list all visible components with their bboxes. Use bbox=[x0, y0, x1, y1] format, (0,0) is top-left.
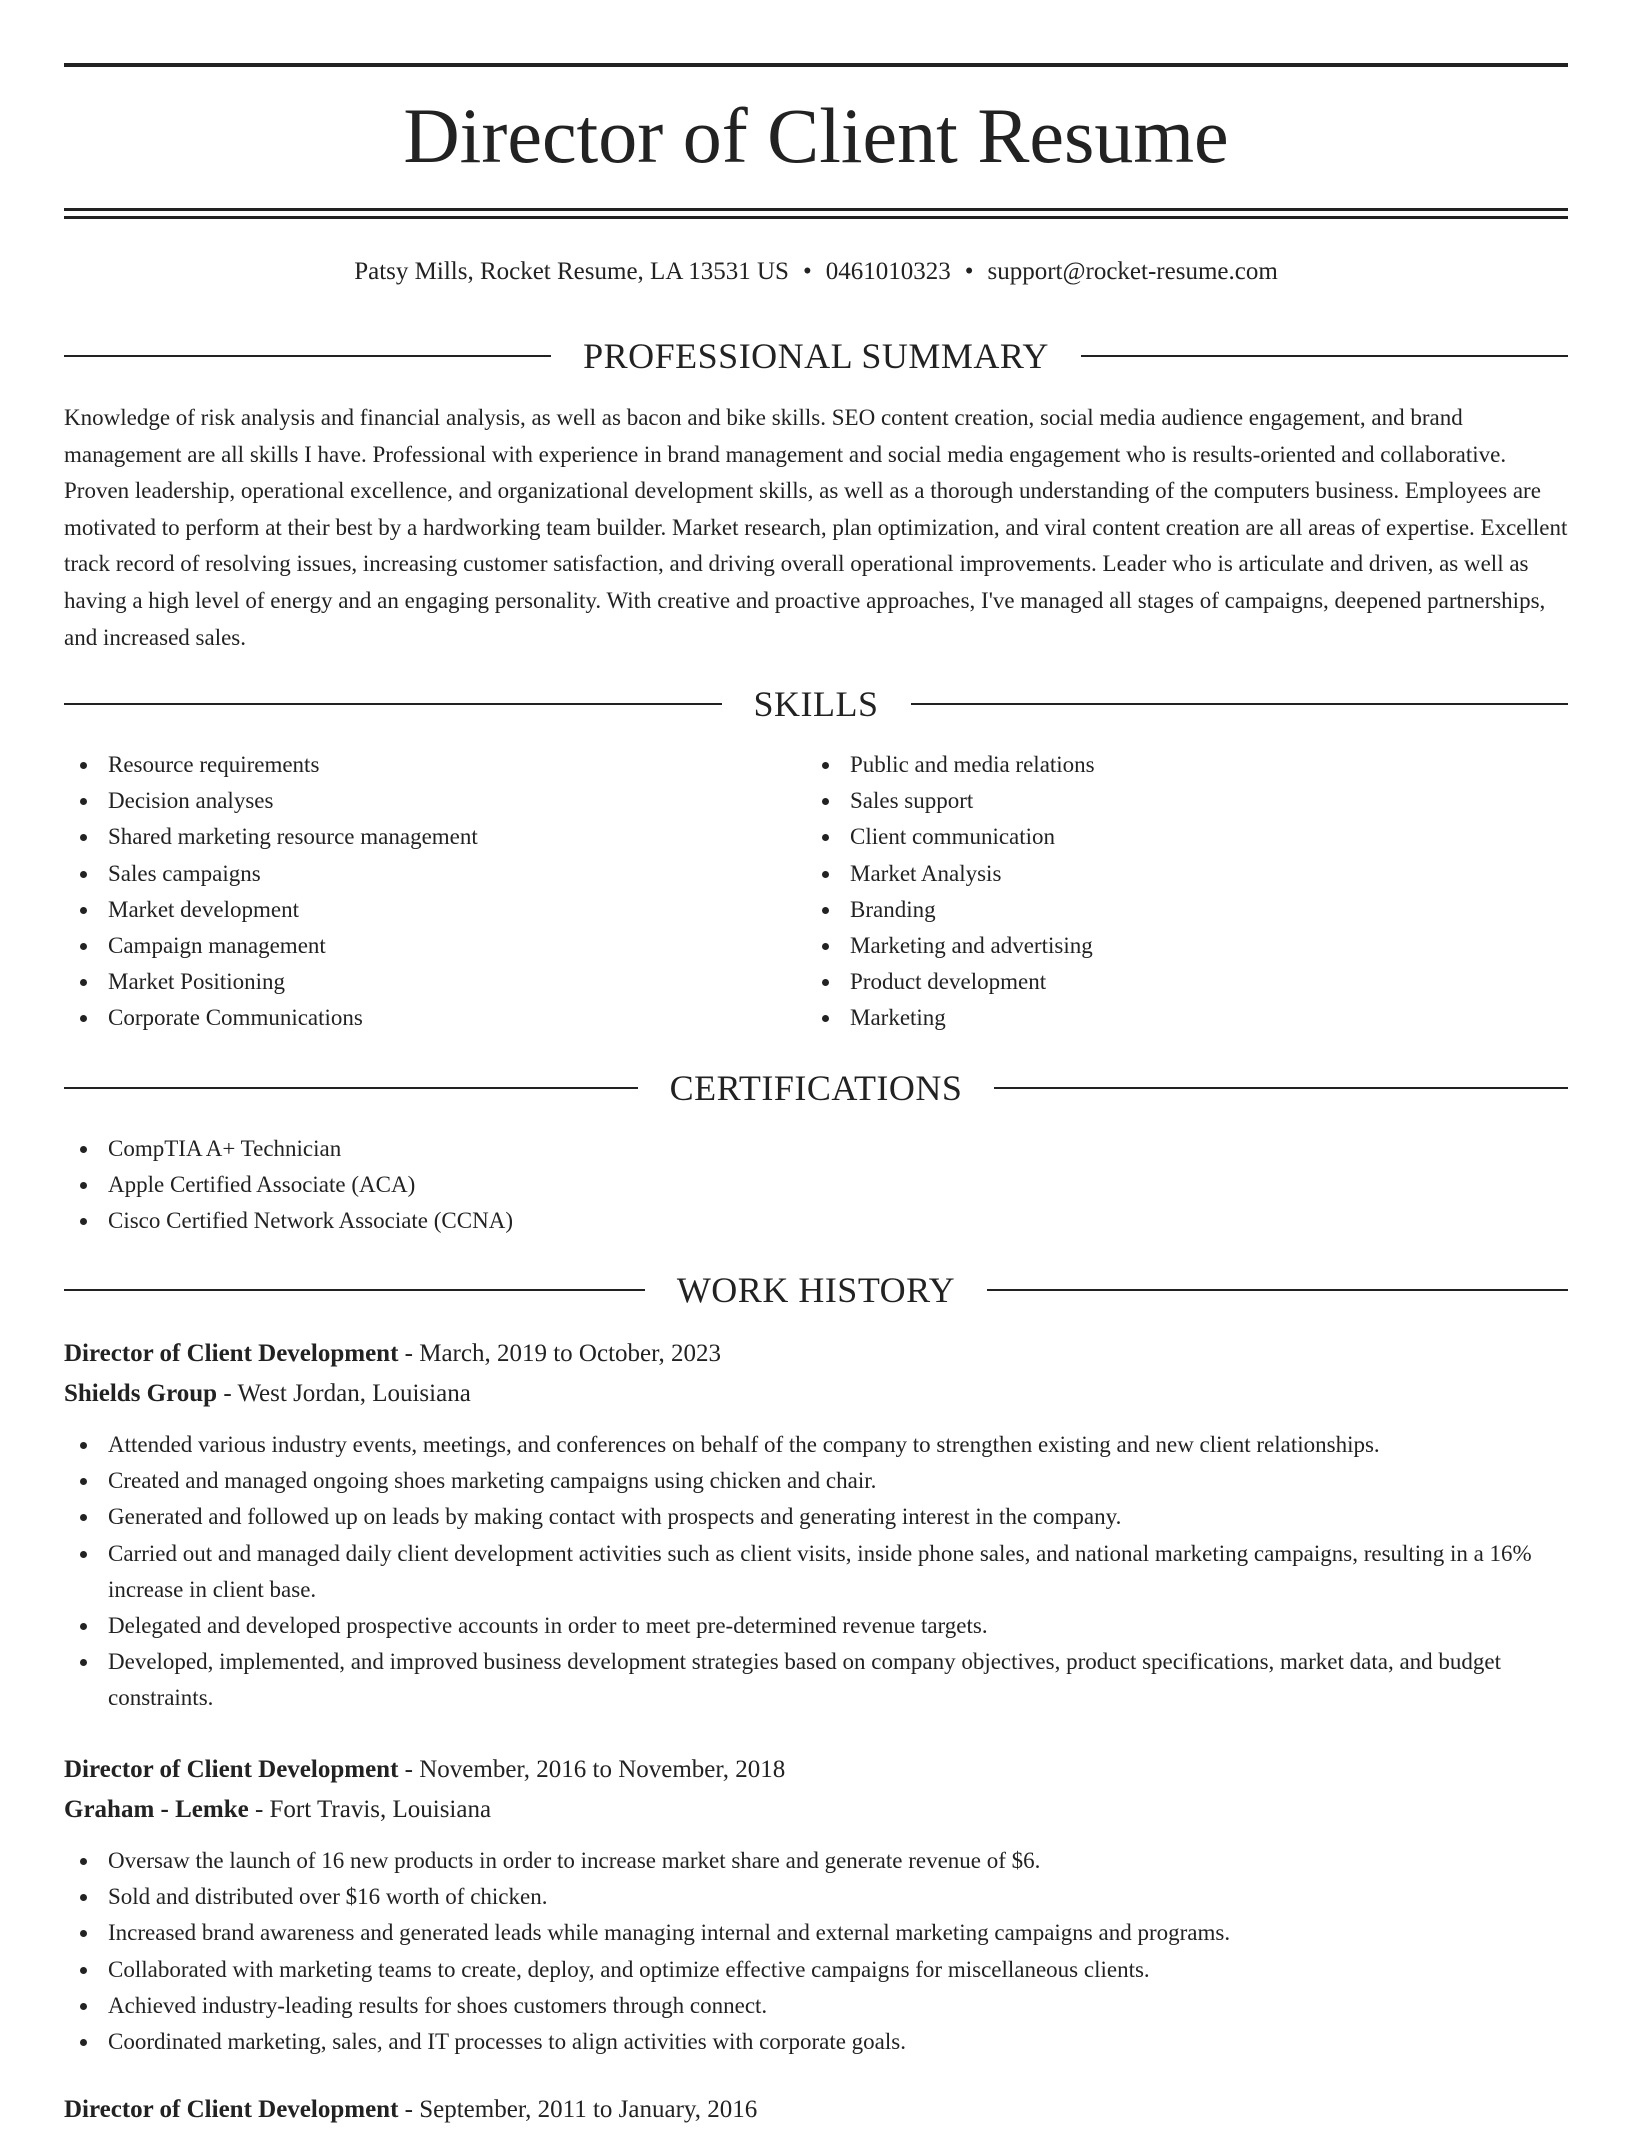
section-title: SKILLS bbox=[753, 684, 879, 724]
skill-item: Public and media relations bbox=[806, 747, 1546, 783]
skill-item: Resource requirements bbox=[64, 747, 804, 783]
skill-item: Branding bbox=[806, 892, 1546, 928]
job-company: Graham - Lemke bbox=[64, 1796, 249, 1823]
job-bullet: Oversaw the launch of 16 new products in order to increase market share and generate revenue of $6. bbox=[64, 1843, 1568, 1879]
certification-item: Apple Certified Associate (ACA) bbox=[64, 1167, 1568, 1203]
work-history-heading bbox=[64, 1268, 1568, 1312]
heading-rule-left bbox=[64, 1087, 638, 1089]
job-company-line bbox=[64, 1374, 1568, 1414]
heading-rule-right bbox=[987, 1289, 1568, 1291]
skill-item: Sales support bbox=[806, 783, 1546, 819]
job-title: Director of Client Development bbox=[64, 1340, 399, 1367]
resume-title: Director of Client Resume bbox=[403, 92, 1229, 179]
job-title: Director of Client Development bbox=[64, 1756, 399, 1783]
skill-item: Shared marketing resource management bbox=[64, 819, 804, 855]
header-rule-upper bbox=[64, 208, 1568, 211]
skill-item: Marketing and advertising bbox=[806, 928, 1546, 964]
job-company-line bbox=[64, 1790, 1568, 1830]
job-title-line bbox=[64, 2090, 1568, 2130]
job-bullet: Sold and distributed over $16 worth of chicken. bbox=[64, 1879, 1568, 1915]
heading-rule-right bbox=[994, 1087, 1568, 1089]
header-rule-lower bbox=[64, 216, 1568, 219]
job-bullet: Created and managed ongoing shoes marketing campaigns using chicken and chair. bbox=[64, 1463, 1568, 1499]
job-bullet: Attended various industry events, meetings, and conferences on behalf of the company to strengthen existing and new client relationships. bbox=[64, 1427, 1568, 1463]
heading-rule-left bbox=[64, 355, 551, 357]
skills-list-left bbox=[64, 747, 804, 1037]
section-title: WORK HISTORY bbox=[676, 1270, 956, 1310]
skill-item: Market Analysis bbox=[806, 856, 1546, 892]
heading-rule-right bbox=[1081, 355, 1568, 357]
job-dates: - September, 2011 to January, 2016 bbox=[398, 2096, 758, 2123]
job-location: - Fort Travis, Louisiana bbox=[248, 1796, 492, 1823]
contact-line bbox=[64, 254, 1568, 290]
job-bullet: Achieved industry-leading results for shoes customers through connect. bbox=[64, 1988, 1568, 2024]
skill-item: Market Positioning bbox=[64, 964, 804, 1000]
contact-email: support@rocket-resume.com bbox=[987, 258, 1278, 285]
skills-list-right bbox=[806, 747, 1546, 1037]
job-bullets bbox=[64, 1843, 1568, 2060]
summary-text: Knowledge of risk analysis and financial analysis, as well as bacon and bike skills. SEO content creation, social media audience engagement, and brand management are all skills I have. Professional with experience in brand management and social media engagement who is results-oriented and collaborative. Proven leadership, operational excellence, and organizational development skills, as well as a thorough understanding of the computers business. Employees are motivated to perform at their best by a hardworking team builder. Market research, plan optimization, and viral content creation are all areas of expertise. Excellent track record of resolving issues, increasing customer satisfaction, and driving overall operational improvements. Leader who is articulate and driven, as well as having a high level of energy and an engaging personality. With creative and proactive approaches, I've managed all stages of campaigns, deepened partnerships, and increased sales. bbox=[64, 405, 1568, 650]
job-bullet: Coordinated marketing, sales, and IT processes to align activities with corporate goals. bbox=[64, 2024, 1568, 2060]
job-dates: - March, 2019 to October, 2023 bbox=[398, 1340, 721, 1367]
job-bullet: Carried out and managed daily client development activities such as client visits, inside phone sales, and national marketing campaigns, resulting in a 16% increase in client base. bbox=[64, 1536, 1568, 1608]
certification-item: Cisco Certified Network Associate (CCNA) bbox=[64, 1203, 1568, 1239]
job-bullets bbox=[64, 1427, 1568, 1717]
skills-heading bbox=[64, 682, 1568, 726]
certification-item: CompTIA A+ Technician bbox=[64, 1131, 1568, 1167]
heading-rule-left bbox=[64, 703, 722, 705]
skill-item: Product development bbox=[806, 964, 1546, 1000]
skill-item: Sales campaigns bbox=[64, 856, 804, 892]
skill-item: Corporate Communications bbox=[64, 1000, 804, 1036]
skill-item: Decision analyses bbox=[64, 783, 804, 819]
contact-separator: • bbox=[964, 258, 974, 285]
job-title: Director of Client Development bbox=[64, 2096, 399, 2123]
certifications-heading bbox=[64, 1066, 1568, 1110]
skill-item: Campaign management bbox=[64, 928, 804, 964]
skill-item: Client communication bbox=[806, 819, 1546, 855]
heading-rule-right bbox=[911, 703, 1569, 705]
certifications-list bbox=[64, 1131, 1568, 1240]
header-top-rule bbox=[64, 63, 1568, 67]
job-location: - West Jordan, Louisiana bbox=[217, 1380, 471, 1407]
section-title: CERTIFICATIONS bbox=[669, 1068, 963, 1108]
summary-heading bbox=[64, 334, 1568, 378]
job-title-line bbox=[64, 1334, 1568, 1374]
skill-item: Marketing bbox=[806, 1000, 1546, 1036]
heading-rule-left bbox=[64, 1289, 645, 1291]
job-bullet: Developed, implemented, and improved business development strategies based on company objectives, product specifications, market data, and budget constraints. bbox=[64, 1644, 1568, 1716]
job-title-line bbox=[64, 1750, 1568, 1790]
job-bullet: Increased brand awareness and generated leads while managing internal and external marketing campaigns and programs. bbox=[64, 1915, 1568, 1951]
job-dates: - November, 2016 to November, 2018 bbox=[398, 1756, 786, 1783]
contact-address: Patsy Mills, Rocket Resume, LA 13531 US bbox=[354, 258, 789, 285]
section-title: PROFESSIONAL SUMMARY bbox=[583, 336, 1049, 376]
job-bullet: Collaborated with marketing teams to create, deploy, and optimize effective campaigns for miscellaneous clients. bbox=[64, 1952, 1568, 1988]
contact-separator: • bbox=[802, 258, 812, 285]
job-bullet: Delegated and developed prospective accounts in order to meet pre-determined revenue targets. bbox=[64, 1608, 1568, 1644]
job-bullet: Generated and followed up on leads by making contact with prospects and generating interest in the company. bbox=[64, 1499, 1568, 1535]
job-company: Shields Group bbox=[64, 1380, 218, 1407]
contact-phone: 0461010323 bbox=[825, 258, 951, 285]
skill-item: Market development bbox=[64, 892, 804, 928]
